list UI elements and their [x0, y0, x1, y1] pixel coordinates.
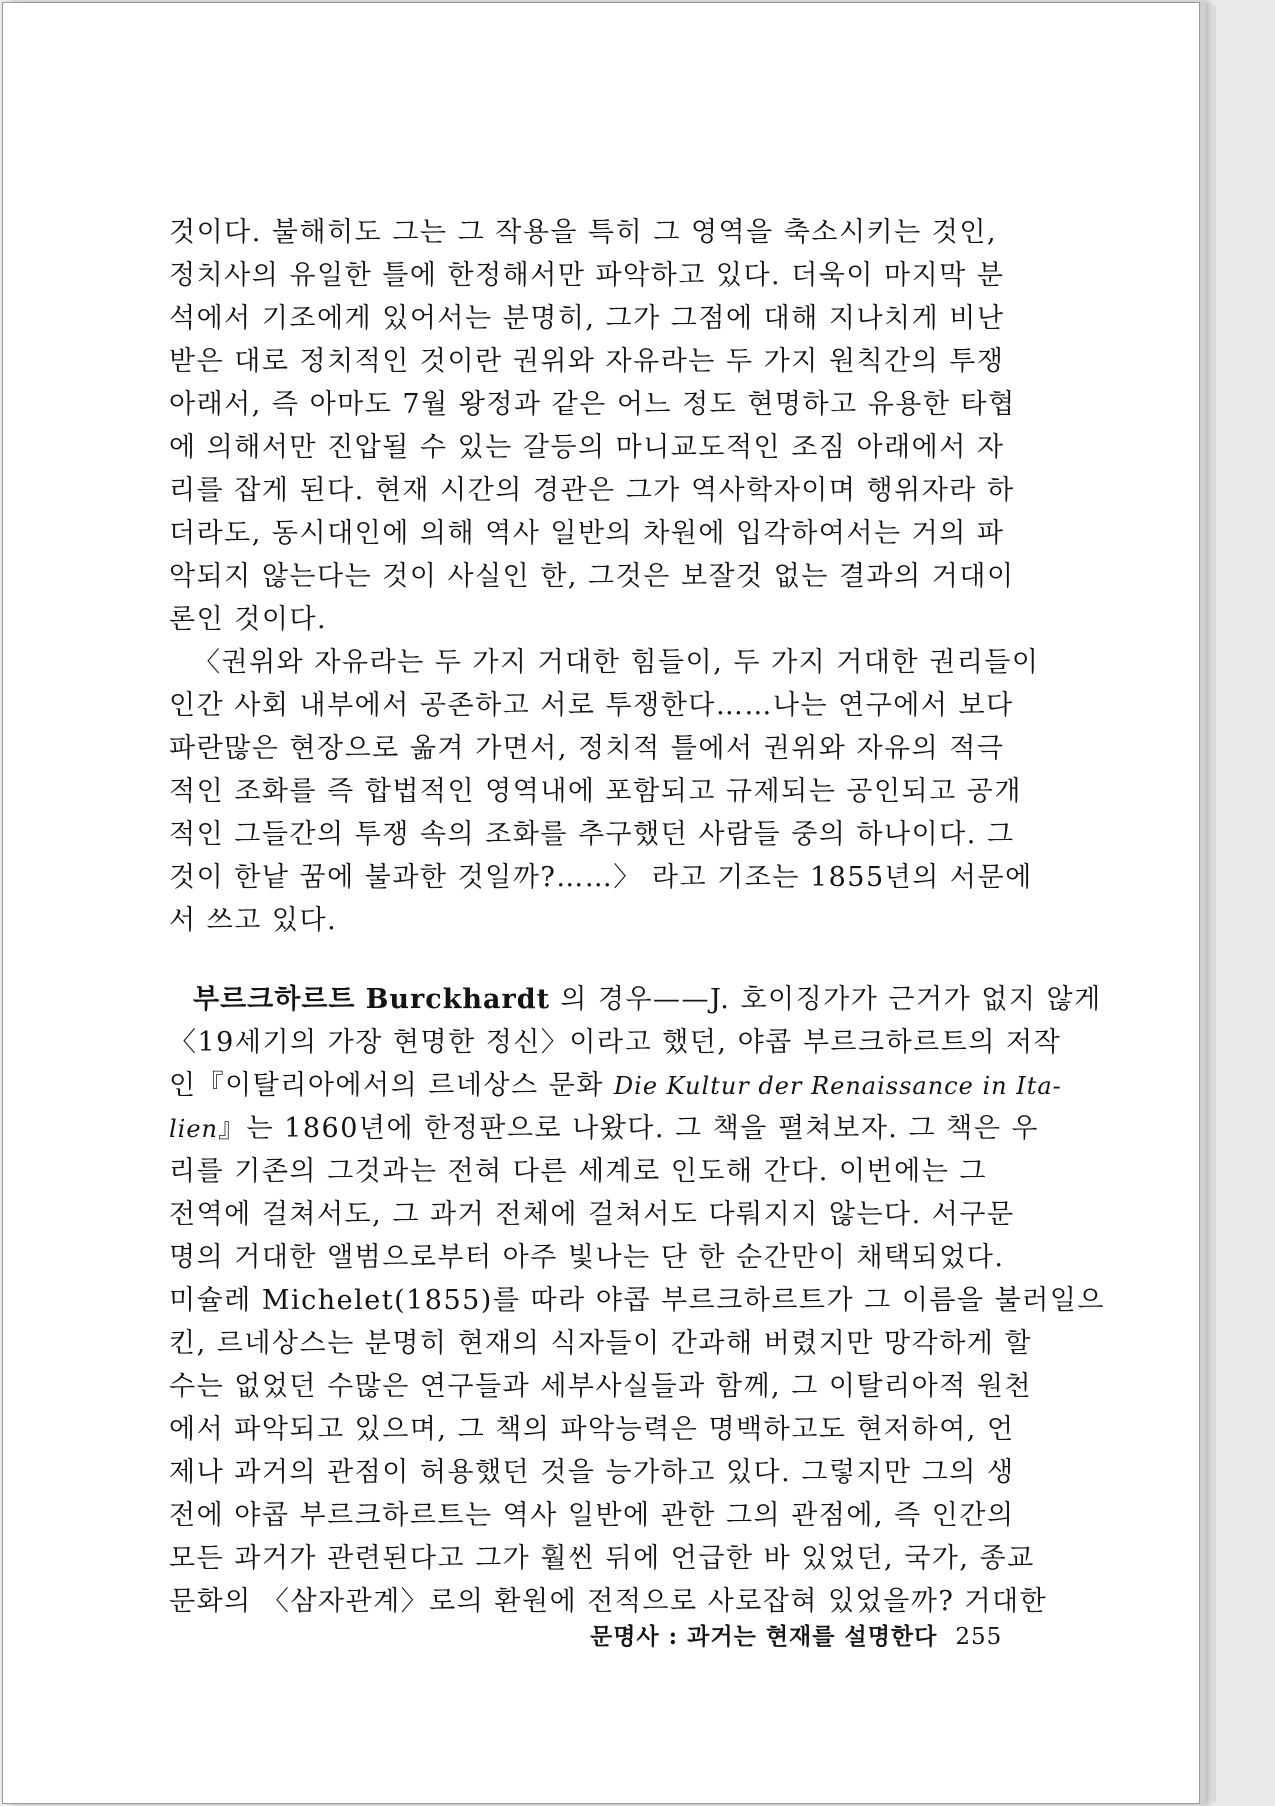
- text-line: 받은 대로 정치적인 것이란 권위와 자유라는 두 가지 원칙간의 투쟁: [169, 346, 1005, 377]
- text-line: 아래서, 즉 아마도 7월 왕정과 같은 어느 정도 현명하고 유용한 타협: [169, 389, 1016, 420]
- book-title-german-end: lien: [169, 1115, 219, 1143]
- section-heading-line: [169, 978, 1102, 1021]
- section-gap: [169, 942, 1029, 978]
- text-line: 에서 파악되고 있으며, 그 책의 파악능력은 명백하고도 현저하여, 언: [169, 1414, 1015, 1445]
- quote-line: 적인 그들간의 투쟁 속의 조화를 추구했던 사람들 중의 하나이다. 그: [169, 819, 1015, 850]
- book-title-prefix: 인『이탈리아에서의 르네상스 문화: [169, 1070, 604, 1101]
- text-line: 전에 야콥 부르크하르트는 역사 일반에 관한 그의 관점에, 즉 인간의: [169, 1500, 1015, 1531]
- section-line1-rest: 의 경우——J. 호이징가가 근거가 없지 않게: [560, 984, 1102, 1015]
- quote-line: 〈권위와 자유라는 두 가지 거대한 힘들이, 두 가지 거대한 권리들이: [193, 647, 1040, 678]
- text-line: [169, 1064, 1062, 1107]
- page-number: 255: [955, 1624, 1003, 1650]
- book-title-german: Die Kultur der Renaissance in Ita-: [613, 1072, 1062, 1100]
- text-line: 미슐레 Michelet(1855)를 따라 야콥 부르크하르트가 그 이름을 불러일으: [169, 1285, 1105, 1316]
- quote-line: 인간 사회 내부에서 공존하고 서로 투쟁한다……나는 연구에서 보다: [169, 690, 1014, 721]
- text-line: 론인 것이다.: [169, 604, 328, 635]
- page-body: [169, 211, 1105, 1623]
- book-page: [2, 2, 1200, 1804]
- text-line: 수는 없었던 수많은 연구들과 세부사실들과 함께, 그 이탈리아적 원천: [169, 1371, 1033, 1402]
- text-line: 정치사의 유일한 틀에 한정해서만 파악하고 있다. 더욱이 마지막 분: [169, 260, 1005, 291]
- page-edge-shadow: [1200, 6, 1216, 1802]
- section-lead: 부르크하르트: [193, 984, 356, 1015]
- page-footer: [590, 1618, 1002, 1651]
- text-line: 킨, 르네상스는 분명히 현재의 식자들이 간과해 버렸지만 망각하게 할: [169, 1328, 1033, 1359]
- quote-line: 것이 한낱 꿈에 불과한 것일까?……〉 라고 기조는 1855년의 서문에: [169, 862, 1033, 893]
- text-line: 악되지 않는다는 것이 사실인 한, 그것은 보잘것 없는 결과의 거대이: [169, 561, 1015, 592]
- text-line: 것이다. 불해히도 그는 그 작용을 특히 그 영역을 축소시키는 것인,: [169, 217, 998, 248]
- text-line: 모든 과거가 관련된다고 그가 훨씬 뒤에 언급한 바 있었던, 국가, 종교: [169, 1543, 1035, 1574]
- text-line: 〈19세기의 가장 현명한 정신〉이라고 했던, 야콥 부르크하르트의 저작: [169, 1027, 1062, 1058]
- running-head: 문명사 : 과거는 현재를 설명한다: [590, 1623, 938, 1650]
- quote-line: 적인 조화를 즉 합법적인 영역내에 포함되고 규제되는 공인되고 공개: [169, 776, 1022, 807]
- text-line: 에 의해서만 진압될 수 있는 갈등의 마니교도적인 조짐 아래에서 자: [169, 432, 1005, 463]
- text-line: 제나 과거의 관점이 허용했던 것을 능가하고 있다. 그렇지만 그의 생: [169, 1457, 1015, 1488]
- text-line-rest: 』는 1860년에 한정판으로 나왔다. 그 책을 펼쳐보자. 그 책은 우: [218, 1113, 1039, 1144]
- section-name-en: Burckhardt: [365, 984, 551, 1015]
- text-line: 문화의 〈삼자관계〉로의 환원에 전적으로 사로잡혀 있었을까? 거대한: [169, 1586, 1048, 1617]
- text-line: 전역에 걸쳐서도, 그 과거 전체에 걸쳐서도 다뤄지지 않는다. 서구문: [169, 1199, 1015, 1230]
- text-line: 리를 기존의 그것과는 전혀 다른 세계로 인도해 간다. 이번에는 그: [169, 1156, 987, 1187]
- text-line: [169, 1107, 1039, 1150]
- text-line: 리를 잡게 된다. 현재 시간의 경관은 그가 역사학자이며 행위자라 하: [169, 475, 1015, 506]
- text-line: 더라도, 동시대인에 의해 역사 일반의 차원에 입각하여서는 거의 파: [169, 518, 1005, 549]
- text-line: 석에서 기조에게 있어서는 분명히, 그가 그점에 대해 지나치게 비난: [169, 303, 1005, 334]
- quote-line: 서 쓰고 있다.: [169, 905, 338, 936]
- quote-line: 파란많은 현장으로 옮겨 가면서, 정치적 틀에서 권위와 자유의 적극: [169, 733, 1005, 764]
- text-line: 명의 거대한 앨범으로부터 아주 빛나는 단 한 순간만이 채택되었다.: [169, 1242, 1005, 1273]
